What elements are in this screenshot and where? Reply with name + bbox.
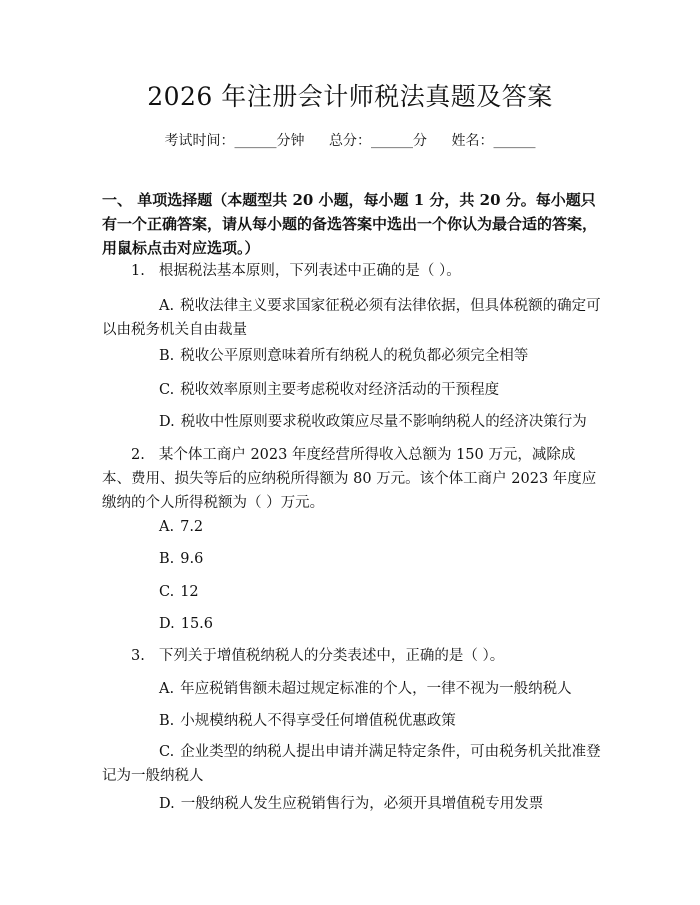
question-text: 下列关于增值税纳税人的分类表述中，正确的是（ ）。 [158, 648, 505, 664]
question-3-option-b[interactable] [102, 709, 602, 733]
question-text: 某个体工商户 2023 年度经营所得收入总额为 150 万元，减除成本、费用、损失等后的应纳税所得额为 80 万元。该个体工商户 2023 年度应缴纳的个人所得税额为（ ）万元。 [102, 447, 597, 511]
option-text: 税收中性原则要求税收政策应尽量不影响纳税人的经济决策行为 [180, 414, 587, 430]
option-text: 一般纳税人发生应税销售行为，必须开具增值税专用发票 [180, 796, 544, 812]
total-score-field: 总分：______分 [329, 133, 427, 149]
option-text: 小规模纳税人不得享受任何增值税优惠政策 [180, 713, 456, 729]
question-2 [102, 443, 602, 515]
question-1-option-b[interactable] [102, 344, 602, 368]
question-3-option-d[interactable] [102, 792, 602, 816]
option-text: 税收法律主义要求国家征税必须有法律依据，但具体税额的确定可以由税务机关自由裁量 [102, 298, 601, 338]
option-letter: A. [159, 298, 175, 314]
name-field: 姓名：______ [451, 133, 536, 149]
question-2-option-d[interactable] [102, 612, 602, 636]
document-title: 2026 年注册会计师税法真题及答案 [147, 82, 553, 111]
option-text: 年应税销售额未超过规定标准的个人，一律不视为一般纳税人 [180, 681, 572, 697]
question-1-option-c[interactable] [102, 378, 602, 402]
question-stem [102, 644, 602, 668]
question-3-option-c[interactable] [102, 740, 602, 788]
option-text: 12 [180, 584, 199, 600]
question-1-option-a[interactable] [102, 294, 602, 342]
option-text: 税收效率原则主要考虑税收对经济活动的干预程度 [180, 382, 500, 398]
option-text: 7.2 [180, 519, 204, 535]
exam-info-line [0, 131, 700, 151]
question-number: 2. [131, 447, 145, 463]
question-3-option-a[interactable] [102, 677, 602, 701]
question-2-option-a[interactable] [102, 515, 602, 539]
question-3 [102, 644, 602, 668]
option-letter: D. [159, 616, 175, 632]
option-text: 企业类型的纳税人提出申请并满足特定条件，可由税务机关批准登记为一般纳税人 [102, 744, 601, 784]
option-letter: A. [159, 681, 175, 697]
question-2-option-c[interactable] [102, 580, 602, 604]
question-1-option-d[interactable] [102, 410, 602, 434]
option-letter: B. [159, 348, 175, 364]
option-letter: B. [159, 551, 175, 567]
question-number: 3. [131, 648, 145, 664]
option-letter: D. [159, 414, 175, 430]
exam-time-field: 考试时间：______分钟 [164, 133, 305, 149]
question-2-option-b[interactable] [102, 547, 602, 571]
option-text: 9.6 [180, 551, 204, 567]
question-1 [102, 259, 602, 283]
option-text: 15.6 [180, 616, 214, 632]
question-stem [102, 259, 602, 283]
option-letter: A. [159, 519, 175, 535]
question-text: 根据税法基本原则，下列表述中正确的是（ ）。 [158, 263, 461, 279]
question-stem [102, 443, 602, 515]
option-letter: B. [159, 713, 175, 729]
option-letter: C. [159, 744, 175, 760]
option-text: 税收公平原则意味着所有纳税人的税负都必须完全相等 [180, 348, 529, 364]
option-letter: C. [159, 382, 175, 398]
option-letter: C. [159, 584, 175, 600]
option-letter: D. [159, 796, 175, 812]
question-number: 1. [131, 263, 145, 279]
section-heading: 一、 单项选择题（本题型共 20 小题，每小题 1 分，共 20 分。每小题只有一个正确答案，请从每小题的备选答案中选出一个你认为最合适的答案，用鼠标点击对应选项。） [102, 191, 598, 257]
